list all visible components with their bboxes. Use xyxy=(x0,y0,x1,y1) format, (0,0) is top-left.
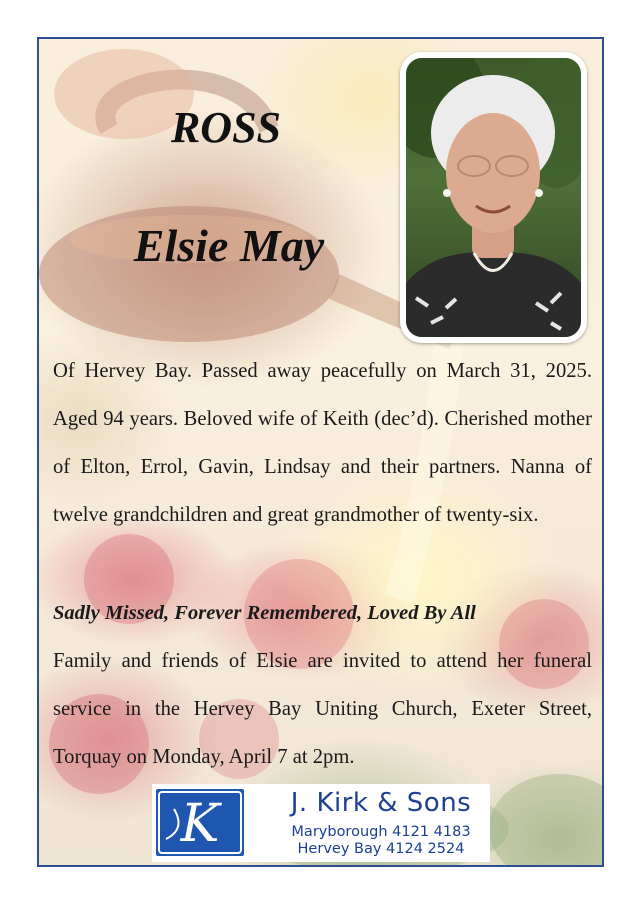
funeral-service-text: Family and friends of Elsie are invited to attend her funeral service in the Hervey Bay Uniting Church, Exeter Street, Torquay on Monday, April 7 at 2pm. xyxy=(53,650,592,768)
notice-frame xyxy=(37,37,604,867)
deceased-surname: ROSS xyxy=(170,103,282,152)
earring-left xyxy=(443,189,451,197)
hervey-bay-phone: Hervey Bay 4124 2524 xyxy=(297,841,465,857)
portrait-photo xyxy=(400,52,587,343)
tribute-line: Sadly Missed, Forever Remembered, Loved By All xyxy=(53,602,476,624)
funeral-director-name: J. Kirk & Sons xyxy=(290,788,472,818)
script-k-monogram-icon xyxy=(156,789,244,856)
logo-letter: K xyxy=(180,794,220,854)
maryborough-phone: Maryborough 4121 4183 xyxy=(291,824,471,840)
face xyxy=(446,113,540,233)
obituary-text: Of Hervey Bay. Passed away peacefully on March 31, 2025. Aged 94 years. Beloved wife of Keith (dec’d). Cherished mother of Elton, Errol, Gavin, Lindsay and their partners. Nanna of twelve grandchildren and great grandmother of twenty-six. xyxy=(53,360,592,526)
earring-right xyxy=(535,189,543,197)
portrait-illustration xyxy=(406,58,581,337)
deceased-given-names: Elsie May xyxy=(133,220,325,271)
funeral-director-ad xyxy=(152,784,490,862)
